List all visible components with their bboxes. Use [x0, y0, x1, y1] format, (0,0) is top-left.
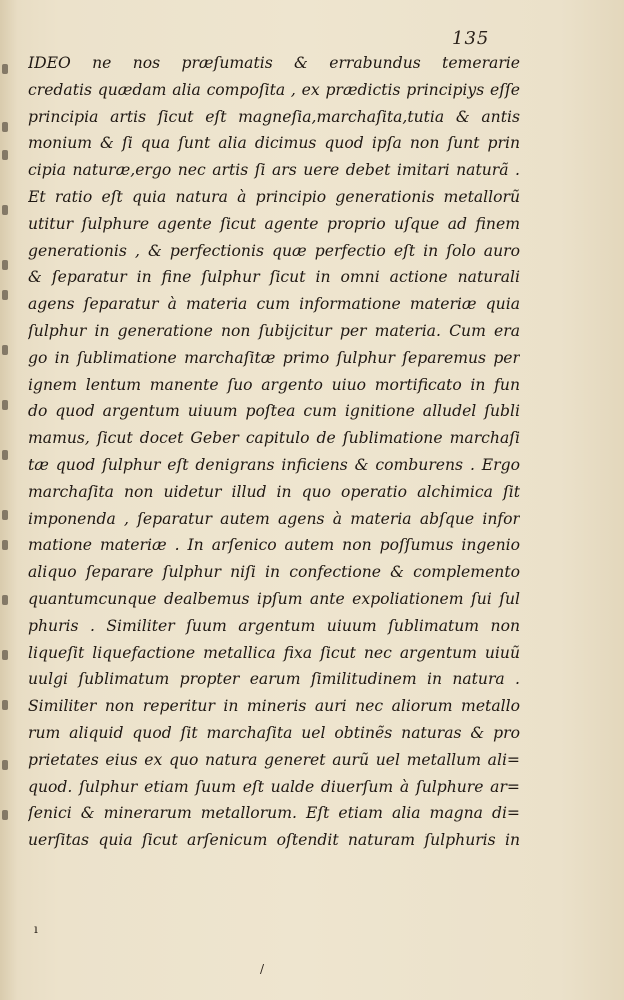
text-line: prietates eius ex quo natura generet aurũ uel metallum ali= [28, 750, 520, 769]
body-text [28, 50, 520, 854]
footer-mark: / [260, 962, 265, 976]
text-line: ſulphur in generatione non ſubijcitur per materia. Cum era [28, 321, 520, 340]
text-line: do quod argentum uiuum poſtea cum ignitione alludel ſubli [28, 402, 520, 421]
text-line: uulgi ſublimatum propter earum ſimilitudinem in natura . [28, 670, 520, 689]
text-line: utitur ſulphure agente ſicut agente proprio uſque ad finem [28, 214, 520, 233]
page-number: 135 [452, 28, 490, 49]
text-line: generationis , & perfectionis quæ perfectio eſt in ſolo auro [28, 241, 520, 260]
text-line: Et ratio eſt quia natura à principio generationis metallorũ [28, 187, 520, 206]
text-line: matione materiæ . In arſenico autem non poſſumus ingenio [28, 536, 520, 555]
text-line: aliquo ſeparare ſulphur niſi in confectione & complemento [28, 563, 520, 582]
text-line: mamus, ſicut docet Geber capitulo de ſublimatione marchaſi [28, 429, 520, 448]
text-line: cipia naturæ,ergo nec artis ſi ars uere debet imitari naturã . [28, 161, 520, 180]
text-line: marchaſita non uidetur illud in quo operatio alchimica ſit [28, 482, 520, 501]
text-line: IDEO ne nos præſumatis & errabundus temerarie [28, 54, 520, 72]
text-line: go in ſublimatione marchaſitæ primo ſulphur ſeparemus per [28, 348, 520, 367]
text-line: liqueſit liquefactione metallica fixa ſicut nec argentum uiuũ [28, 643, 520, 662]
text-line: uerſitas quia ſicut arſenicum oſtendit naturam ſulphuris in [28, 831, 520, 850]
text-line: quod. ſulphur etiam ſuum eſt ualde diuerſum à ſulphure ar= [28, 777, 520, 796]
text-line: principia artis ſicut eſt magneſia,marchaſita,tutia & antis [28, 107, 520, 126]
text-line: Similiter non reperitur in mineris auri nec aliorum metallo [28, 697, 520, 716]
text-line: credatis quædam alia compoſita , ex prædictis principiys eſſe [28, 80, 520, 99]
text-line: quantumcunque dealbemus ipſum ante expoliationem ſui ſul [28, 589, 520, 608]
text-line: agens ſeparatur à materia cum informatione materiæ quia [28, 295, 520, 314]
text-line: rum aliquid quod ſit marchaſita uel obtinẽs naturas & pro [28, 723, 520, 742]
text-line: tæ quod ſulphur eſt denigrans inficiens & comburens . Ergo [28, 455, 520, 474]
text-line: imponenda , ſeparatur autem agens à materia abſque infor [28, 509, 520, 528]
text-line: & ſeparatur in fine ſulphur ſicut in omni actione naturali [28, 268, 520, 287]
text-line: monium & ſi qua ſunt alia dicimus quod ipſa non ſunt prin [28, 134, 520, 153]
footer-mark: ı [34, 922, 38, 936]
binding-edge-marks [0, 40, 16, 880]
text-line: ignem lentum manente ſuo argento uiuo mortificato in fun [28, 375, 520, 394]
text-line: ſenici & minerarum metallorum. Eſt etiam alia magna di= [28, 804, 520, 823]
text-line: phuris . Similiter ſuum argentum uiuum ſublimatum non [28, 616, 520, 635]
